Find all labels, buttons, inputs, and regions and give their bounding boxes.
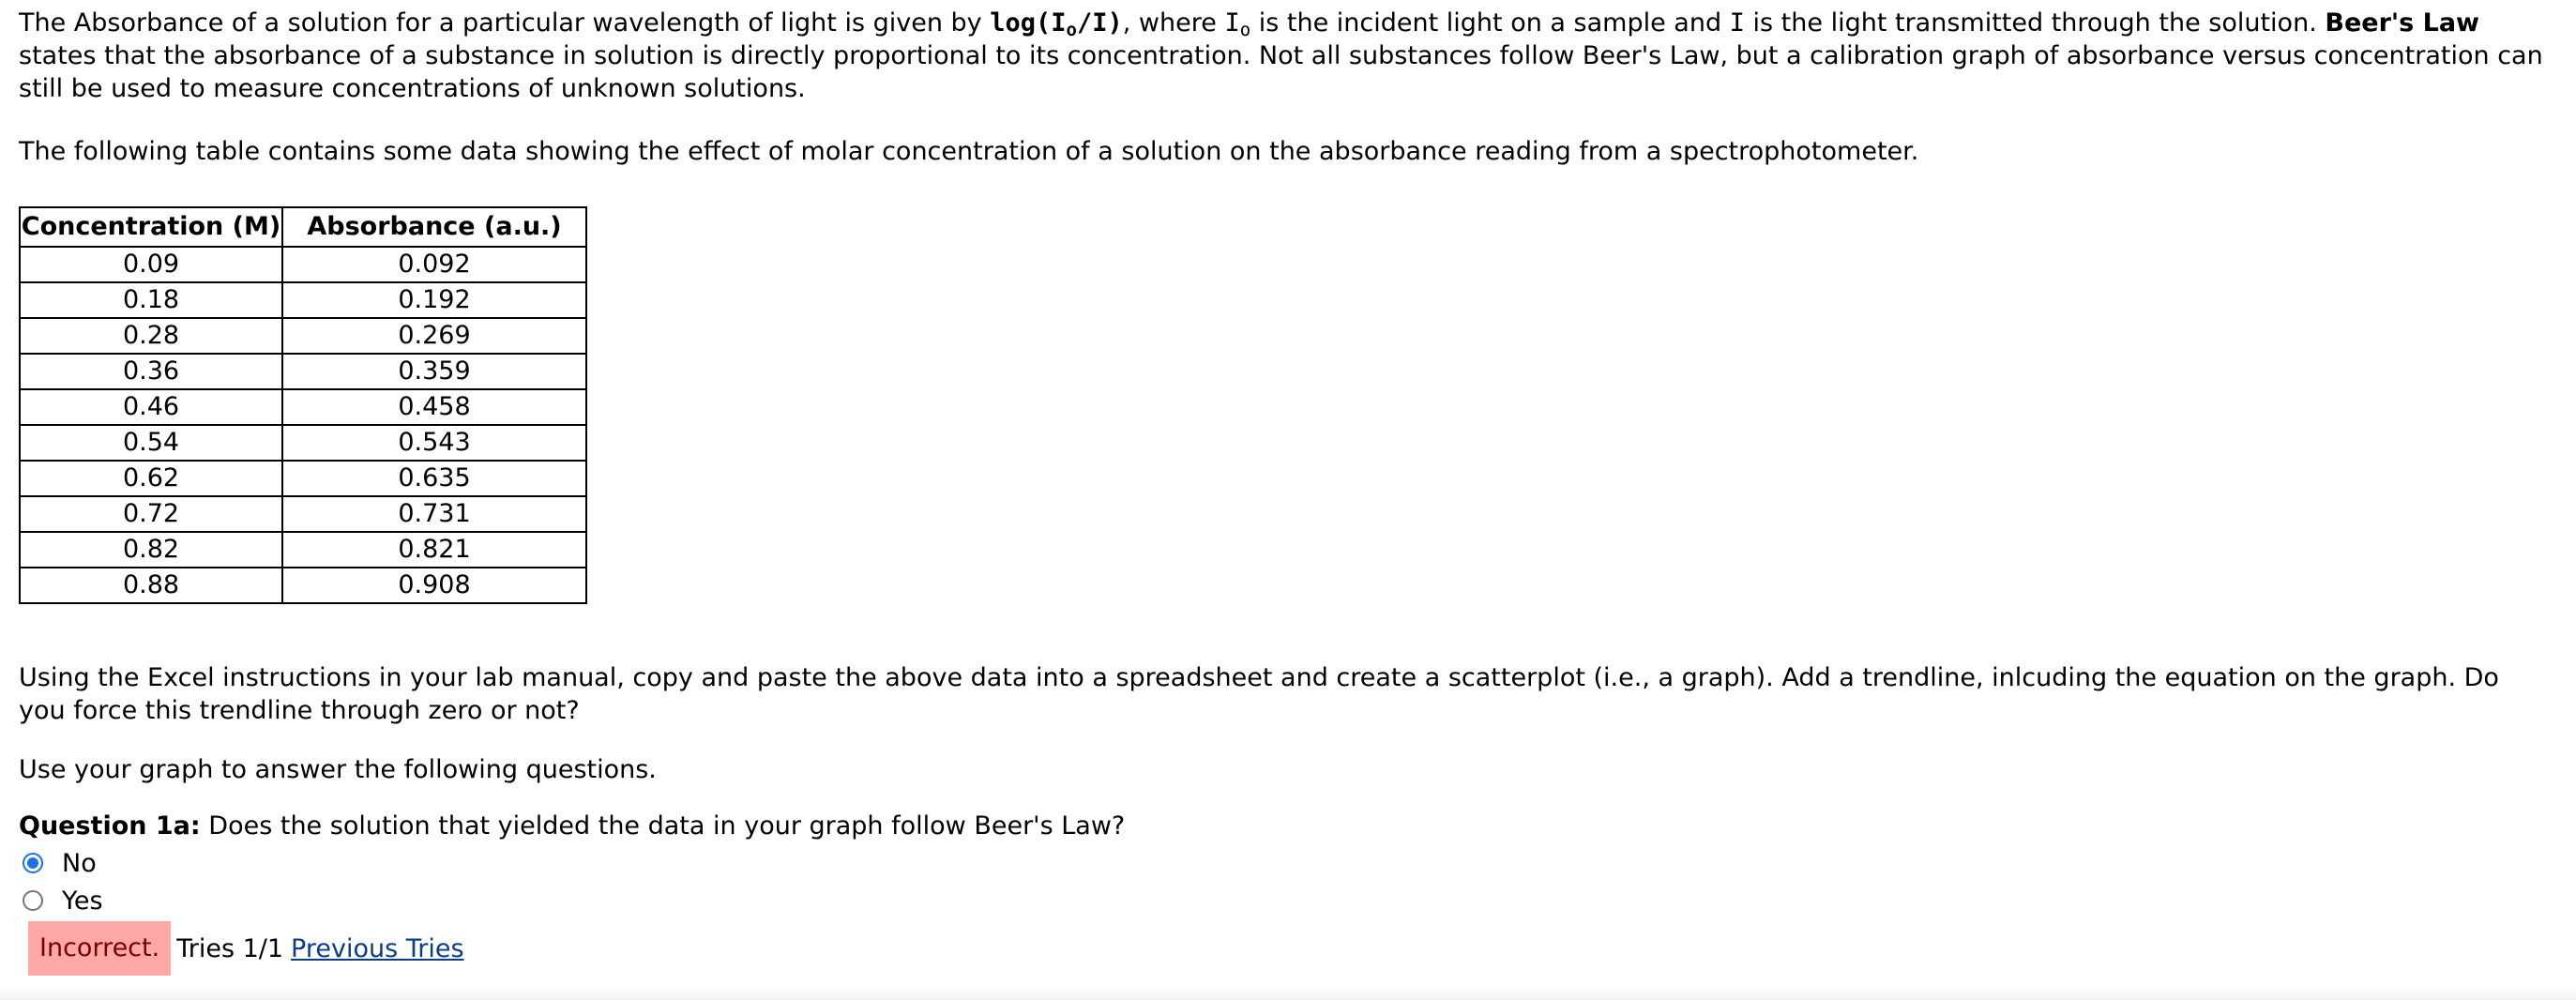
table-row: [20, 282, 586, 318]
use-graph-paragraph: Use your graph to answer the following questions.: [19, 755, 657, 784]
table-row: [20, 425, 586, 461]
question-1a: [19, 810, 2552, 842]
absorbance-cell: 0.458: [282, 389, 586, 425]
option-yes[interactable]: [23, 882, 103, 919]
tries-count: Tries 1/1: [176, 933, 284, 963]
question-label: Question 1a:: [19, 811, 201, 841]
incident-light-symbol: $I_o$: [1224, 8, 1251, 40]
intro-text-4: is the light transmitted through the solution.: [1744, 8, 2326, 38]
concentration-cell: 0.18: [20, 282, 282, 318]
table-row: [20, 247, 586, 282]
absorbance-cell: 0.908: [282, 568, 586, 603]
absorbance-cell: 0.359: [282, 354, 586, 389]
excel-instructions-paragraph: Using the Excel instructions in your lab manual, copy and paste the above data into a spreadsheet and create a scatterplot (i.e., a graph). Add a trendline, inlcuding the equation on the graph. Do you force this trendline through zero or not?: [19, 663, 2499, 725]
option-no-label: No: [62, 848, 97, 878]
absorbance-cell: 0.192: [282, 282, 586, 318]
concentration-cell: 0.88: [20, 568, 282, 603]
table-row: [20, 318, 586, 354]
table-header-row: [20, 207, 586, 247]
intro-paragraph: [19, 7, 2552, 105]
intro-text-5: states that the absorbance of a substance in solution is directly proportional to its concentration. Not all substances follow Beer's Law, but a calibration graph of absorbance versus concentration can still be used to measure concentrations of unknown solutions.: [19, 41, 2543, 103]
concentration-cell: 0.28: [20, 318, 282, 354]
concentration-cell: 0.36: [20, 354, 282, 389]
absorbance-cell: 0.092: [282, 247, 586, 282]
intro-text-2: , where: [1122, 8, 1225, 38]
intro-text-1: The Absorbance of a solution for a particular wavelength of light is given by: [19, 8, 991, 38]
absorbance-formula: $\log(I_o/I)$: [990, 8, 1123, 40]
column-header-concentration: Concentration (M): [20, 207, 282, 247]
incorrect-badge: Incorrect.: [28, 921, 171, 976]
absorbance-cell: 0.821: [282, 532, 586, 568]
concentration-cell: 0.62: [20, 461, 282, 496]
absorbance-cell: 0.543: [282, 425, 586, 461]
question-text: Does the solution that yielded the data in your graph follow Beer's Law?: [200, 811, 1126, 841]
intro-text-3: is the incident light on a sample and: [1250, 8, 1730, 38]
absorbance-cell: 0.635: [282, 461, 586, 496]
concentration-cell: 0.46: [20, 389, 282, 425]
absorbance-cell: 0.269: [282, 318, 586, 354]
table-row: [20, 568, 586, 603]
feedback-row: [28, 921, 464, 976]
concentration-cell: 0.82: [20, 532, 282, 568]
table-row: [20, 461, 586, 496]
option-no[interactable]: [23, 844, 103, 882]
table-intro-paragraph: The following table contains some data showing the effect of molar concentration of a solution on the absorbance reading from a spectrophotometer.: [19, 137, 1919, 166]
concentration-cell: 0.72: [20, 496, 282, 532]
option-yes-label: Yes: [62, 886, 103, 916]
table-row: [20, 389, 586, 425]
table-row: [20, 354, 586, 389]
absorbance-cell: 0.731: [282, 496, 586, 532]
table-row: [20, 532, 586, 568]
beers-law-term: Beer's Law: [2325, 8, 2479, 38]
concentration-absorbance-table: [19, 206, 587, 604]
concentration-cell: 0.54: [20, 425, 282, 461]
answer-options: [23, 844, 103, 919]
concentration-cell: 0.09: [20, 247, 282, 282]
radio-no[interactable]: [23, 853, 43, 873]
transmitted-light-symbol: I: [1729, 8, 1745, 38]
column-header-absorbance: Absorbance (a.u.): [282, 207, 586, 247]
radio-yes[interactable]: [23, 890, 43, 911]
page-bottom-shade: [0, 985, 2576, 1000]
previous-tries-link[interactable]: Previous Tries: [291, 933, 464, 963]
table-row: [20, 496, 586, 532]
